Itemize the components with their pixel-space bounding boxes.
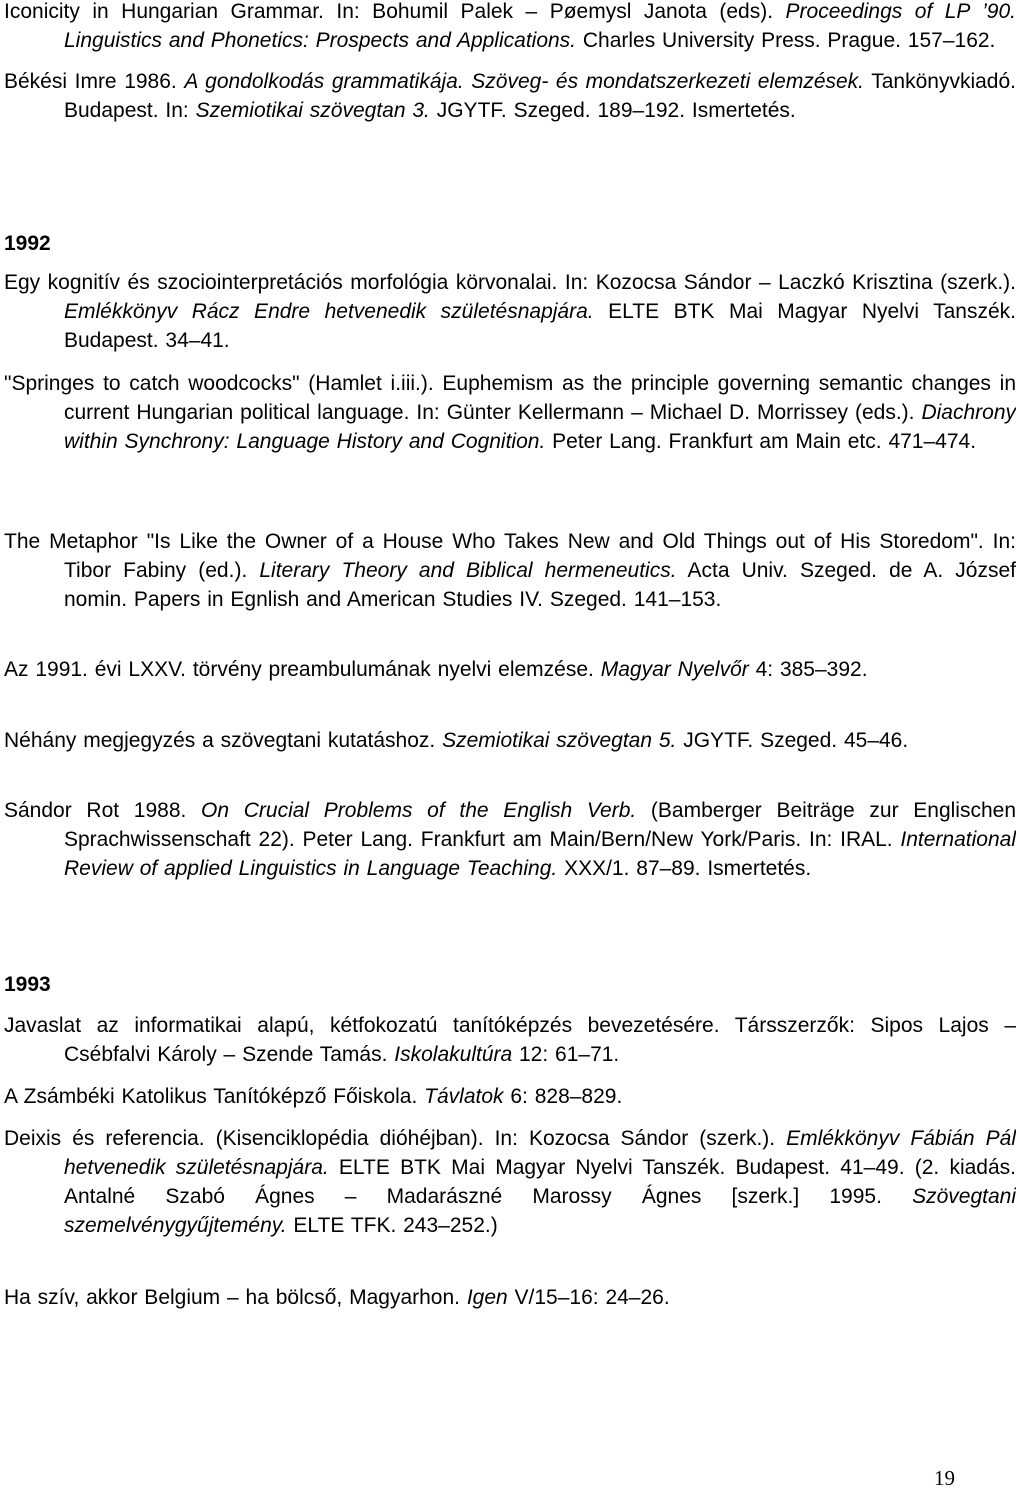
italic-title: A gondolkodás grammatikája. Szöveg- és mondatszerkezeti elemzések. [184, 70, 865, 93]
entry-text: XXX/1. 87–89. Ismertetés. [557, 857, 812, 880]
entry-text: Néhány megjegyzés a szövegtani kutatáshoz. [4, 729, 443, 752]
entry-text: "Springes to catch woodcocks" (Hamlet i.iii.). Euphemism as the principle governing semantic changes in current Hungarian political language. In: Günter Kellermann – Michael D. Morrissey (eds.). [4, 372, 1016, 424]
entry-text: Egy kognitív és szociointerpretációs morfológia körvonalai. In: Kozocsa Sándor – Laczkó Krisztina (szerk.). [4, 271, 1016, 294]
entry-text: Peter Lang. Frankfurt am Main etc. 471–474. [545, 430, 977, 453]
reference-entry [4, 268, 1016, 355]
italic-title: Iskolakultúra [394, 1043, 513, 1066]
entry-text: Acta Univ. Szeged. de A. József nomin. Papers in Egnlish and American Studies IV. Szeged. 141–153. [64, 559, 1016, 611]
italic-title: Proceedings of LP ’90. Linguistics and Phonetics: Prospects and Applications. [64, 0, 1016, 52]
entry-text: JGYTF. Szeged. 45–46. [676, 729, 909, 752]
italic-title: On Crucial Problems of the English Verb. [201, 799, 637, 822]
entry-text: Deixis és referencia. (Kisenciklopédia dióhéjban). In: Kozocsa Sándor (szerk.). [4, 1127, 787, 1150]
entry-text: A Zsámbéki Katolikus Tanítóképző Főiskola. [4, 1085, 425, 1108]
entry-text: ELTE TFK. 243–252.) [286, 1214, 498, 1237]
italic-title: Szemiotikai szövegtan 5. [442, 729, 677, 752]
reference-entry [4, 1082, 1016, 1111]
entry-text: ELTE BTK Mai Magyar Nyelvi Tanszék. Budapest. 34–41. [64, 300, 1016, 352]
entry-text: Tankönyvkiadó. Budapest. In: [64, 70, 1016, 122]
entry-text: Iconicity in Hungarian Grammar. In: Bohumil Palek – Pøemysl Janota (eds). [4, 0, 786, 23]
reference-entry [4, 726, 1016, 755]
entry-text: 6: 828–829. [503, 1085, 623, 1108]
entry-text: 12: 61–71. [512, 1043, 620, 1066]
italic-title: Magyar Nyelvőr [600, 658, 749, 681]
entry-text: Sándor Rot 1988. [4, 799, 202, 822]
reference-entry [4, 796, 1016, 883]
year-heading: 1992 [4, 232, 51, 255]
italic-title: Igen [466, 1286, 508, 1309]
entry-text: Az 1991. évi LXXV. törvény preambulumának nyelvi elemzése. [4, 658, 601, 681]
italic-title: Szövegtani szemelvénygyűjtemény. [64, 1185, 1016, 1237]
entry-text: Charles University Press. Prague. 157–162. [576, 29, 996, 52]
entry-text: 4: 385–392. [748, 658, 868, 681]
reference-entry [4, 1011, 1016, 1069]
reference-entry [4, 0, 1016, 55]
italic-title: Szemiotikai szövegtan 3. [195, 99, 430, 122]
italic-title: Távlatok [424, 1085, 504, 1108]
entry-text: The Metaphor "Is Like the Owner of a House Who Takes New and Old Things out of His Storedom". In: Tibor Fabiny (ed.). [4, 530, 1016, 582]
reference-entry [4, 1283, 1016, 1312]
page-number: 19 [934, 1466, 955, 1490]
entry-text: Javaslat az informatikai alapú, kétfokozatú tanítóképzés bevezetésére. Társszerzők: Sipos Lajos – Csébfalvi Károly – Szende Tamás. [4, 1014, 1016, 1066]
reference-entry [4, 655, 1016, 684]
italic-title: Emlékkönyv Fábián Pál hetvenedik születésnapjára. [64, 1127, 1016, 1179]
entry-text: V/15–16: 24–26. [507, 1286, 670, 1309]
italic-title: Literary Theory and Biblical hermeneutics. [259, 559, 677, 582]
entry-text: (Bamberger Beiträge zur Englischen Sprachwissenschaft 22). Peter Lang. Frankfurt am Main/Bern/New York/Paris. In: IRAL. [64, 799, 1016, 851]
entry-text: ELTE BTK Mai Magyar Nyelvi Tanszék. Budapest. 41–49. (2. kiadás. Antalné Szabó Ágnes – Madarászné Marossy Ágnes [szerk.] 1995. [64, 1156, 1016, 1208]
reference-entry [4, 67, 1016, 125]
reference-entry [4, 527, 1016, 614]
entry-text: Ha szív, akkor Belgium – ha bölcső, Magyarhon. [4, 1286, 467, 1309]
reference-entry [4, 1124, 1016, 1240]
entry-text: JGYTF. Szeged. 189–192. Ismertetés. [429, 99, 796, 122]
reference-entry [4, 369, 1016, 456]
italic-title: International Review of applied Linguistics in Language Teaching. [64, 828, 1016, 880]
entry-text: Békési Imre 1986. [4, 70, 185, 93]
year-heading: 1993 [4, 973, 51, 996]
italic-title: Emlékkönyv Rácz Endre hetvenedik születésnapjára. [64, 300, 594, 323]
italic-title: Diachrony within Synchrony: Language History and Cognition. [64, 401, 1016, 453]
